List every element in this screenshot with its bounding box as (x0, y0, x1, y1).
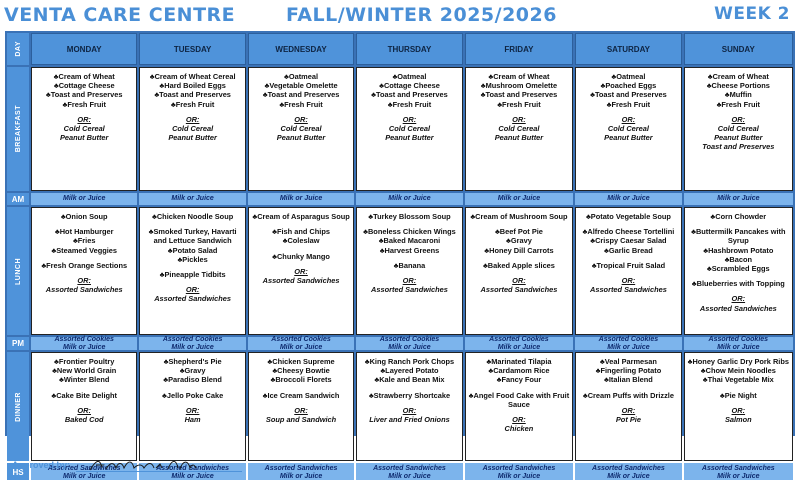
menu-item: ♣Vegetable Omelette (264, 81, 338, 91)
menu-item: ♣Pie Night (719, 390, 757, 400)
or-label: OR: (512, 114, 526, 124)
lunch-cell-friday (465, 207, 574, 335)
or-label: OR: (77, 276, 91, 286)
snack-line: Milk or Juice (497, 343, 541, 351)
snack-line: Milk or Juice (279, 472, 323, 480)
breakfast-cell-monday (31, 67, 137, 191)
side-label-pm (7, 337, 29, 350)
menu-item: ♣Shepherd's Pie (163, 357, 222, 366)
menu-item: ♣Tropical Fruit Salad (591, 260, 666, 270)
day-header-friday: FRIDAY (465, 33, 574, 65)
alternate-item: Peanut Butter (714, 133, 763, 143)
alternate-item: Cold Cereal (388, 124, 430, 134)
menu-item: ♣Honey Dill Carrots (484, 245, 554, 255)
org-title: VENTA CARE CENTRE (4, 4, 236, 26)
day-header-monday: MONDAY (31, 33, 137, 65)
snack-line: Milk or Juice (388, 472, 431, 480)
snack-line: Assorted Sandwiches (482, 464, 556, 472)
or-label: OR: (185, 285, 200, 295)
menu-item: ♣Cream of Mushroom Soup (470, 212, 568, 221)
snack-line: Milk or Juice (171, 195, 214, 202)
menu-item: ♣Garlic Bread (604, 245, 653, 255)
or-label: OR: (402, 276, 417, 286)
menu-item: ♣Baked Macaroni (378, 236, 441, 246)
alternate-item: Pot Pie (615, 415, 641, 425)
lunch-cell-saturday (575, 207, 681, 335)
menu-item: ♣Chicken Supreme (267, 357, 335, 366)
menu-item: ♣Hashbrown Potato (703, 245, 774, 255)
dinner-cell-tuesday (139, 352, 245, 461)
alternate-item: Peanut Butter (168, 133, 217, 143)
menu-item: ♣Coleslaw (282, 236, 320, 246)
menu-item: ♣Gravy (179, 366, 206, 376)
pm-snack-tuesday (139, 337, 245, 350)
snack-line: Milk or Juice (388, 343, 431, 351)
menu-item: ♣Muffin (724, 90, 752, 100)
menu-item: ♣Fresh Fruit (497, 99, 541, 109)
alternate-item: Peanut Butter (604, 133, 653, 143)
snack-line: Milk or Juice (171, 343, 214, 351)
pm-snack-friday (465, 337, 574, 350)
pm-snack-wednesday (248, 337, 354, 350)
menu-item: ♣Oatmeal (284, 72, 319, 81)
menu-item: ♣Cardamom Rice (488, 366, 550, 376)
or-label: OR: (185, 405, 200, 415)
lunch-cell-sunday (684, 207, 793, 335)
or-label: OR: (294, 405, 308, 415)
lunch-cell-tuesday (139, 207, 245, 335)
alternate-item: Assorted Sandwiches (45, 285, 123, 295)
menu-item: ♣Gravy (506, 236, 532, 246)
alternate-item: Toast and Preserves (702, 142, 775, 152)
snack-line: Milk or Juice (717, 472, 760, 480)
alternate-item: Chicken (504, 424, 534, 434)
menu-item: ♣Honey Garlic Dry Pork Ribs (687, 357, 789, 366)
snack-line: Assorted Sandwiches (264, 464, 338, 472)
menu-item: Sauce (508, 399, 530, 409)
or-label: OR: (185, 114, 200, 124)
menu-item: ♣Cream of Wheat Cereal (149, 72, 236, 81)
pm-snack-sunday (684, 337, 793, 350)
menu-item: ♣Toast and Preserves (480, 90, 558, 100)
dinner-cell-saturday (575, 352, 681, 461)
menu-item: ♣Angel Food Cake with Fruit (468, 390, 570, 400)
am-snack-saturday (575, 193, 681, 205)
am-snack-wednesday (248, 193, 354, 205)
day-header-tuesday: TUESDAY (139, 33, 245, 65)
breakfast-cell-tuesday (139, 67, 245, 191)
snack-line: Assorted Sandwiches (47, 464, 121, 472)
menu-item: ♣Fresh Fruit (279, 99, 323, 109)
menu-item: ♣Cream Puffs with Drizzle (582, 390, 674, 400)
snack-line: Assorted Cookies (162, 335, 223, 343)
menu-item: ♣Smoked Turkey, Havarti (148, 227, 237, 237)
snack-line: Assorted Cookies (54, 335, 114, 343)
alternate-item: Soup and Sandwich (265, 415, 337, 425)
snack-line: Milk or Juice (279, 343, 323, 351)
menu-item: ♣Cream of Wheat (488, 72, 550, 81)
alternate-item: Salmon (724, 415, 752, 425)
snack-line: Assorted Cookies (271, 335, 331, 343)
menu-item: ♣Buttermilk Pancakes with (691, 227, 786, 237)
snack-line: Assorted Cookies (708, 335, 769, 343)
menu-item: ♣Fingerling Potato (595, 366, 662, 376)
pm-snack-thursday (356, 337, 462, 350)
dinner-cell-thursday (356, 352, 462, 461)
snack-line: Assorted Cookies (379, 335, 440, 343)
menu-item: ♣Italian Blend (604, 375, 653, 385)
season-title: FALL/WINTER 2025/2026 (286, 4, 557, 26)
menu-item: ♣Kale and Bean Mix (374, 375, 445, 385)
menu-item: ♣Cream of Wheat (53, 72, 115, 81)
snack-line: Milk or Juice (607, 343, 650, 351)
alternate-item: Cold Cereal (717, 124, 759, 134)
menu-item: ♣Potato Salad (167, 245, 218, 255)
am-snack-thursday (356, 193, 462, 205)
dinner-cell-wednesday (248, 352, 354, 461)
menu-item: ♣Broccoli Florets (270, 375, 332, 385)
alternate-item: Cold Cereal (63, 124, 105, 134)
breakfast-cell-thursday (356, 67, 462, 191)
alternate-item: Cold Cereal (607, 124, 649, 134)
hs-snack-thursday (356, 463, 462, 480)
alternate-item: Cold Cereal (280, 124, 322, 134)
menu-item: ♣Potato Vegetable Soup (585, 212, 671, 221)
snack-line: Milk or Juice (63, 343, 106, 351)
snack-line: Assorted Sandwiches (156, 464, 229, 472)
side-label-pm-text: PM (12, 339, 24, 348)
menu-item: ♣Oatmeal (611, 72, 646, 81)
am-snack-monday (31, 193, 137, 205)
snack-line: Assorted Sandwiches (373, 464, 446, 472)
signature (88, 456, 198, 474)
alternate-item: Liver and Fried Onions (369, 415, 450, 425)
snack-line: Milk or Juice (279, 195, 323, 202)
or-label: OR: (77, 114, 91, 124)
menu-item: ♣Onion Soup (60, 212, 108, 221)
snack-line: Milk or Juice (388, 195, 431, 202)
menu-item: ♣Pickles (177, 254, 208, 264)
menu-item: ♣Marinated Tilapia (486, 357, 552, 366)
menu-item: ♣Toast and Preserves (154, 90, 231, 100)
menu-item: ♣Hot Hamburger (54, 227, 114, 237)
menu-item: and Lettuce Sandwich (153, 236, 232, 246)
menu-item: ♣Banana (393, 260, 426, 270)
am-snack-sunday (684, 193, 793, 205)
menu-item: ♣Chunky Mango (272, 251, 330, 261)
menu-item: ♣Alfredo Cheese Tortellini (582, 227, 675, 237)
menu-item: ♣Cottage Cheese (379, 81, 440, 91)
or-label: OR: (731, 114, 746, 124)
menu-item: ♣New World Grain (52, 366, 117, 376)
menu-item: ♣Cake Bite Delight (51, 390, 118, 400)
menu-item: ♣Cream of Asparagus Soup (252, 212, 350, 221)
menu-item: ♣Beef Pot Pie (494, 227, 543, 237)
alternate-item: Assorted Sandwiches (262, 276, 340, 286)
or-label: OR: (731, 405, 746, 415)
alternate-item: Assorted Sandwiches (154, 294, 232, 304)
hs-snack-sunday (684, 463, 793, 480)
snack-line: Assorted Sandwiches (592, 464, 665, 472)
alternate-item: Ham (184, 415, 201, 425)
alternate-item: Assorted Sandwiches (371, 285, 448, 295)
snack-line: Milk or Juice (497, 472, 541, 480)
side-label-am (7, 193, 29, 205)
or-label: OR: (621, 276, 636, 286)
menu-item: ♣Thai Vegetable Mix (702, 375, 774, 385)
menu-item: ♣Winter Blend (59, 375, 110, 385)
breakfast-cell-sunday (684, 67, 793, 191)
menu-item: ♣Steamed Veggies (51, 245, 118, 255)
menu-item: ♣Toast and Preserves (45, 90, 123, 100)
menu-item: Syrup (727, 236, 749, 246)
menu-item: ♣Fresh Fruit (716, 99, 761, 109)
breakfast-cell-friday (465, 67, 574, 191)
snack-line: Milk or Juice (717, 343, 760, 351)
menu-item: ♣Poached Eggs (600, 81, 657, 91)
menu-item: ♣Ice Cream Sandwich (262, 390, 340, 400)
day-header-thursday: THURSDAY (356, 33, 462, 65)
menu-item: ♣Layered Potato (380, 366, 439, 376)
hs-snack-friday (465, 463, 574, 480)
breakfast-cell-wednesday (248, 67, 354, 191)
menu-item: ♣Crispy Caesar Salad (590, 236, 667, 246)
alternate-item: Assorted Sandwiches (699, 303, 777, 313)
menu-item: ♣Turkey Blossom Soup (368, 212, 451, 221)
side-label-day (7, 33, 29, 65)
or-label: OR: (621, 405, 636, 415)
menu-item: ♣Mushroom Omelette (480, 81, 558, 91)
week-title: WEEK 2 (714, 4, 790, 24)
menu-item: ♣Blueberries with Topping (691, 279, 785, 289)
menu-item: ♣Chicken Noodle Soup (152, 212, 234, 221)
side-label-dinner (7, 352, 29, 461)
alternate-item: Baked Cod (64, 415, 104, 425)
menu-item: ♣Cream of Wheat (707, 72, 769, 81)
menu-item: ♣Toast and Preserves (371, 90, 448, 100)
alternate-item: Peanut Butter (494, 133, 544, 143)
menu-item: ♣Veal Parmesan (599, 357, 657, 366)
menu-item: ♣Harvest Greens (379, 245, 440, 255)
snack-line: Milk or Juice (171, 472, 214, 480)
alternate-item: Cold Cereal (498, 124, 540, 134)
or-label: OR: (77, 405, 91, 415)
menu-item: ♣Fresh Fruit (62, 99, 106, 109)
hs-snack-saturday (575, 463, 681, 480)
menu-item: ♣Pineapple Tidbits (159, 270, 226, 280)
dinner-cell-monday (31, 352, 137, 461)
side-label-day-text: DAY (14, 41, 22, 57)
menu-item: ♣Fancy Four (496, 375, 542, 385)
snack-line: Milk or Juice (497, 195, 541, 202)
alternate-item: Cold Cereal (172, 124, 214, 134)
menu-item: ♣Scrambled Eggs (706, 264, 770, 274)
or-label: OR: (402, 114, 417, 124)
or-label: OR: (402, 405, 417, 415)
or-label: OR: (621, 114, 636, 124)
day-header-sunday: SUNDAY (684, 33, 793, 65)
menu-item: ♣Cottage Cheese (53, 81, 115, 91)
or-label: OR: (294, 114, 308, 124)
menu-item: ♣King Ranch Pork Chops (364, 357, 455, 366)
menu-item: ♣Frontier Poultry (54, 357, 115, 366)
menu-item: ♣Chow Mein Noodles (700, 366, 776, 376)
or-label: OR: (294, 266, 308, 276)
side-label-lunch-text: LUNCH (14, 257, 22, 285)
side-label-breakfast (7, 67, 29, 191)
hs-snack-wednesday (248, 463, 354, 480)
snack-line: Assorted Cookies (598, 335, 659, 343)
alternate-item: Peanut Butter (385, 133, 434, 143)
menu-item: ♣Fries (72, 236, 96, 246)
snack-line: Milk or Juice (607, 472, 650, 480)
menu-item: ♣Bacon (724, 254, 753, 264)
menu-item: ♣Cheesy Bowtie (272, 366, 330, 376)
menu-item: ♣Fresh Fruit (170, 99, 215, 109)
lunch-cell-thursday (356, 207, 462, 335)
am-snack-tuesday (139, 193, 245, 205)
or-label: OR: (512, 415, 526, 425)
menu-item: ♣Baked Apple slices (482, 260, 555, 270)
snack-line: Milk or Juice (63, 472, 106, 480)
side-label-dinner-text: DINNER (14, 391, 22, 422)
day-header-wednesday: WEDNESDAY (248, 33, 354, 65)
snack-line: Milk or Juice (63, 195, 106, 202)
menu-item: ♣Corn Chowder (710, 212, 767, 221)
side-label-am-text: AM (11, 194, 25, 204)
menu-item: ♣Oatmeal (392, 72, 427, 81)
lunch-cell-monday (31, 207, 137, 335)
menu-item: ♣Fresh Orange Sections (41, 260, 128, 270)
dinner-cell-friday (465, 352, 574, 461)
snack-line: Assorted Cookies (489, 335, 549, 343)
side-label-hs-text: HS (12, 468, 24, 477)
menu-item: ♣Toast and Preserves (590, 90, 667, 100)
menu-item: ♣Fresh Fruit (606, 99, 651, 109)
menu-item: ♣Fresh Fruit (387, 99, 432, 109)
pm-snack-monday (31, 337, 137, 350)
alternate-item: Peanut Butter (276, 133, 326, 143)
menu-item: ♣Toast and Preserves (262, 90, 340, 100)
menu-item: ♣Cheese Portions (706, 81, 770, 91)
pm-snack-saturday (575, 337, 681, 350)
lunch-cell-wednesday (248, 207, 354, 335)
side-label-breakfast-text: BREAKFAST (14, 105, 22, 153)
side-label-lunch (7, 207, 29, 335)
alternate-item: Peanut Butter (59, 133, 109, 143)
alternate-item: Assorted Sandwiches (590, 285, 667, 295)
breakfast-cell-saturday (575, 67, 681, 191)
or-label: OR: (731, 294, 746, 304)
snack-line: Milk or Juice (607, 195, 650, 202)
menu-item: ♣Fish and Chips (272, 227, 330, 237)
menu-item: ♣Paradiso Blend (163, 375, 222, 385)
menu-item: ♣Hard Boiled Eggs (159, 81, 226, 91)
alternate-item: Assorted Sandwiches (480, 285, 558, 295)
or-label: OR: (512, 276, 526, 286)
menu-item: ♣Boneless Chicken Wings (363, 227, 456, 237)
snack-line: Assorted Sandwiches (701, 464, 775, 472)
approved-label: Approved by: (12, 460, 71, 470)
snack-line: Milk or Juice (717, 195, 760, 202)
menu-item: ♣Strawberry Shortcake (368, 390, 451, 400)
menu-item: ♣Jello Poke Cake (162, 390, 224, 400)
dinner-cell-sunday (684, 352, 793, 461)
am-snack-friday (465, 193, 574, 205)
day-header-saturday: SATURDAY (575, 33, 681, 65)
